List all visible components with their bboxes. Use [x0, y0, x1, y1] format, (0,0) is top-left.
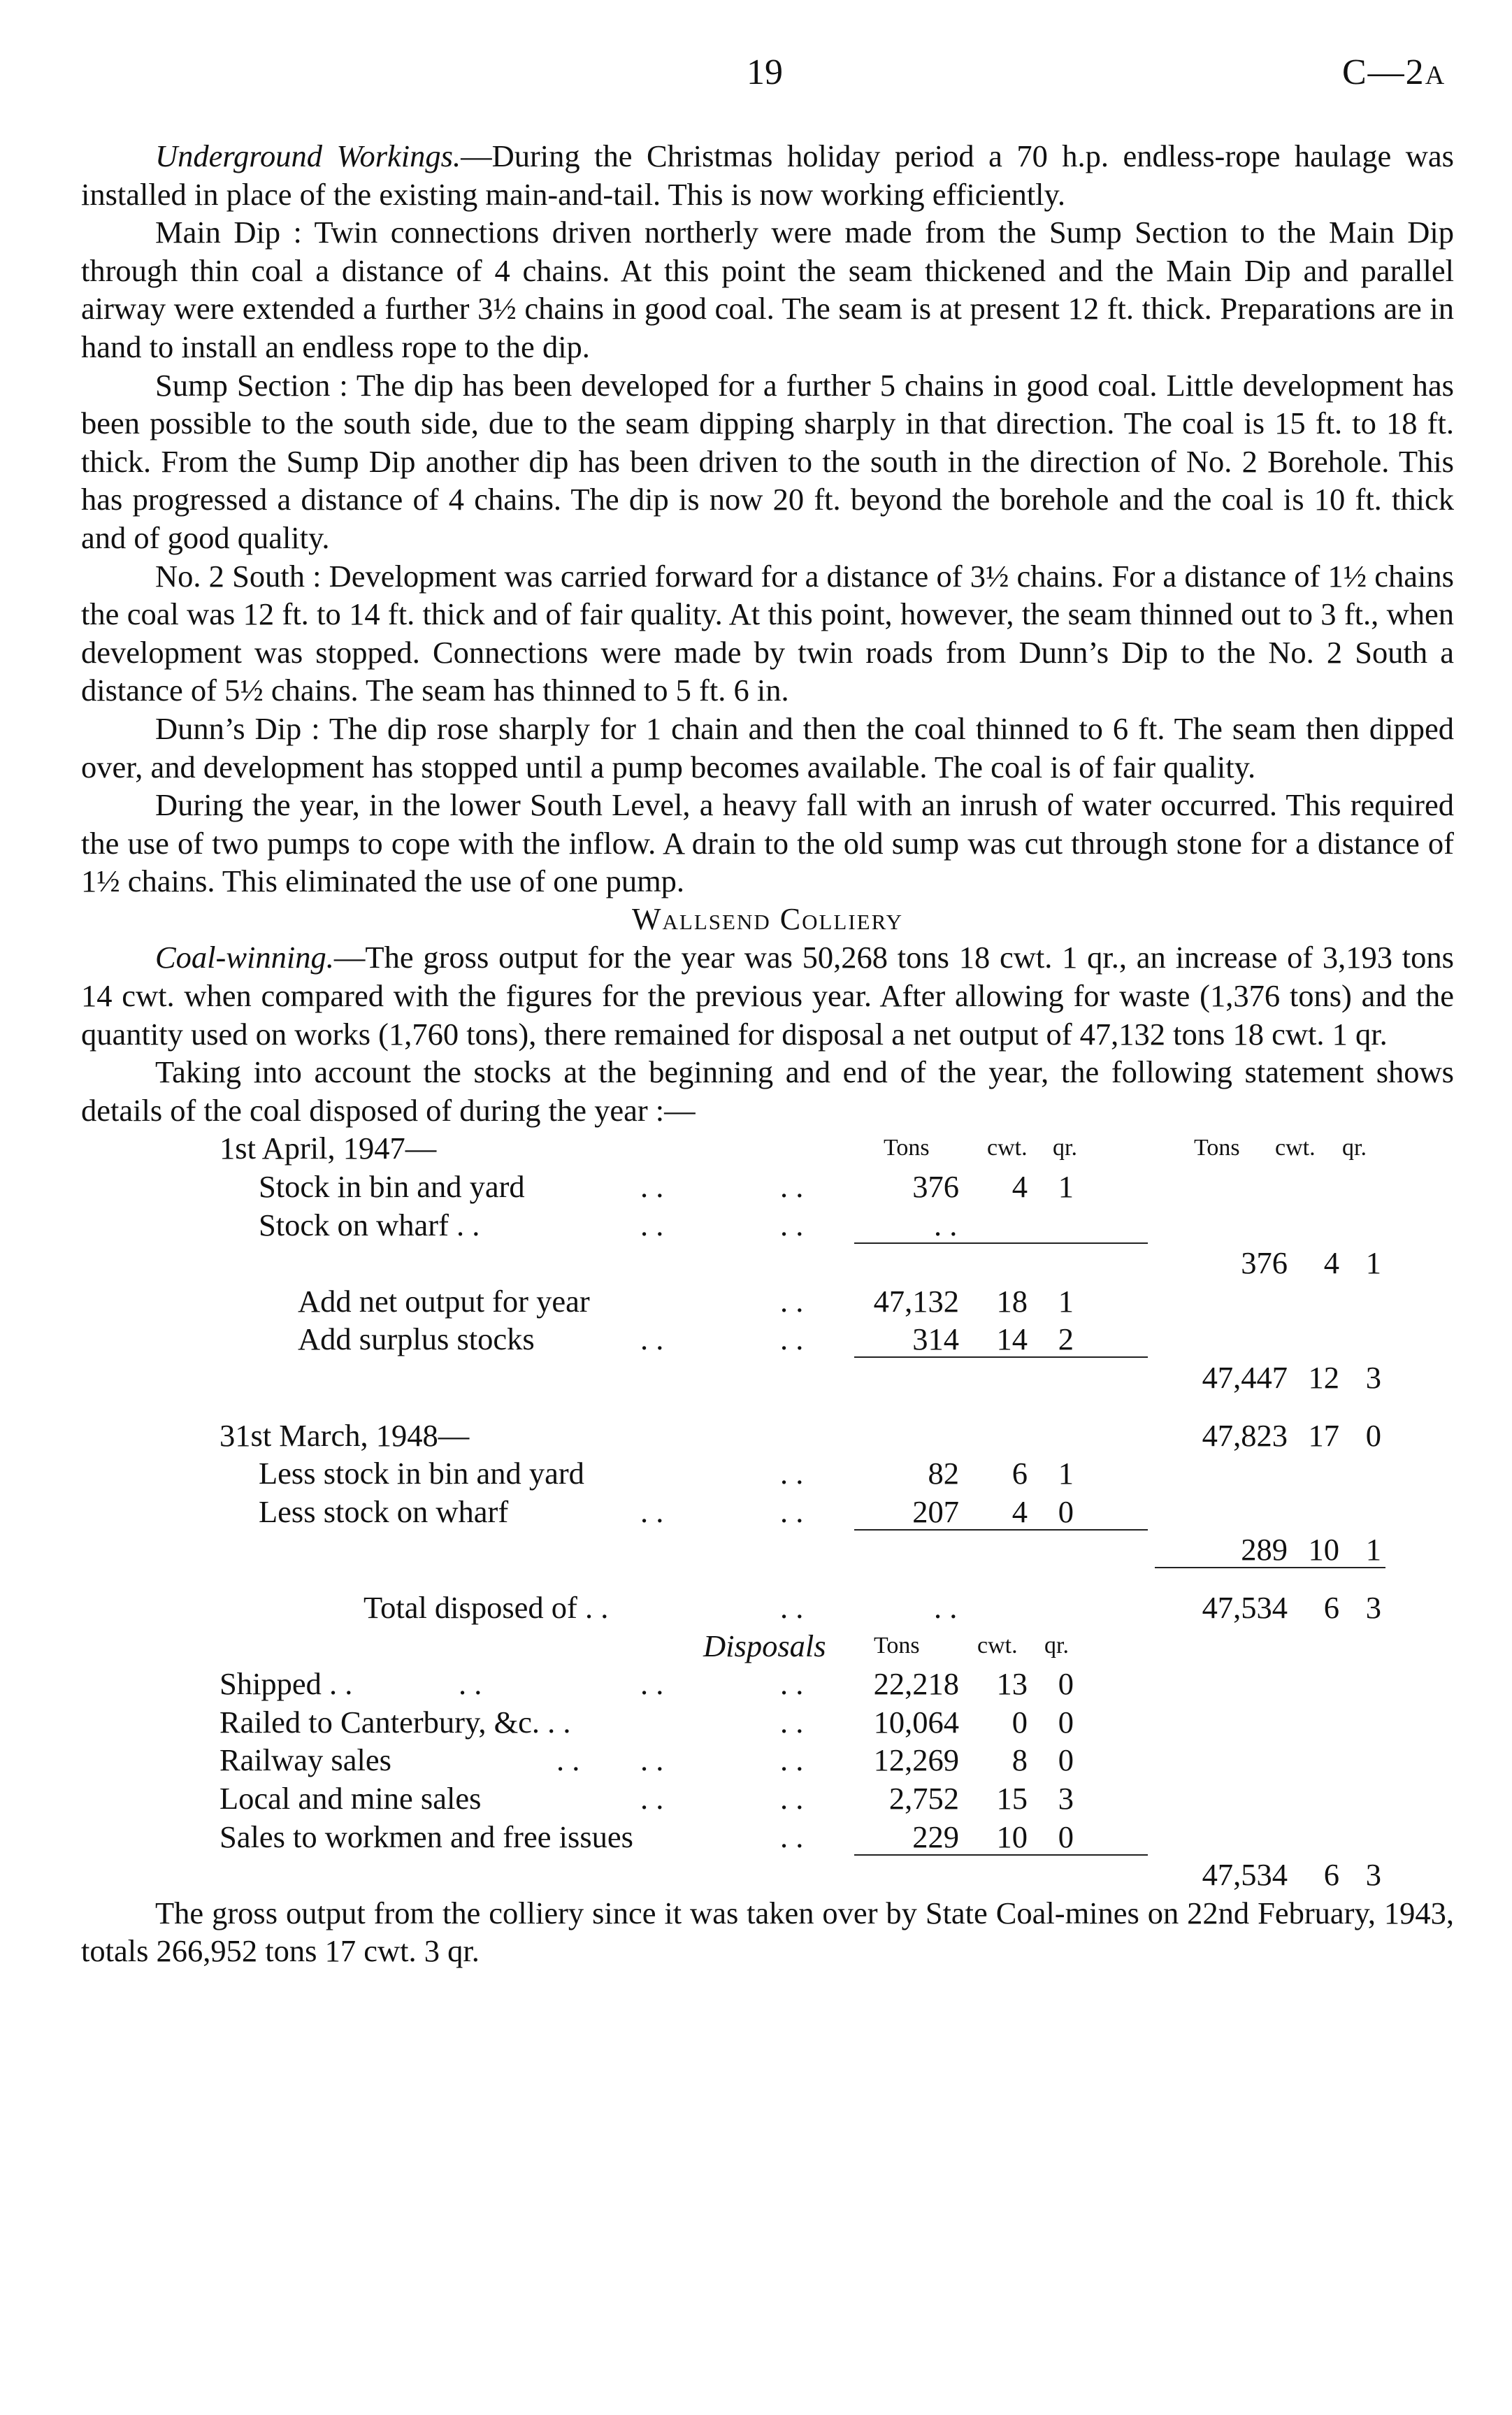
- disposal-label: Railed to Canterbury, &c. . .: [219, 1704, 571, 1740]
- less-bin-tons: 82: [928, 1456, 959, 1491]
- table-row-shipped: [81, 1665, 1454, 1703]
- subtotal-qr: 3: [1365, 1360, 1381, 1395]
- disposal-cwt: 10: [996, 1819, 1028, 1854]
- disposal-qr: 0: [1058, 1704, 1074, 1740]
- table-row-less-wharf: [81, 1493, 1454, 1531]
- add-surplus-cwt: 14: [996, 1321, 1028, 1357]
- dots: . .: [780, 1207, 804, 1242]
- disposal-qr: 3: [1058, 1780, 1074, 1816]
- subtotal-cwt: 12: [1308, 1360, 1339, 1395]
- less-wharf-label: Less stock on wharf: [259, 1493, 509, 1529]
- less-total-qr: 1: [1365, 1532, 1381, 1568]
- dots: . .: [780, 1321, 804, 1357]
- dots: . .: [780, 1283, 804, 1319]
- add-surplus-label: Add surplus stocks: [298, 1321, 535, 1357]
- stock-bin-cwt: 4: [1011, 1169, 1028, 1205]
- less-total-cwt: 10: [1308, 1532, 1339, 1568]
- disposals-col-cwt: cwt.: [977, 1632, 1018, 1658]
- stock-bin-tons: 376: [912, 1169, 959, 1205]
- dots: . .: [780, 1704, 804, 1740]
- col-header-qr: qr.: [1053, 1135, 1077, 1161]
- paragraph-no2-south: No. 2 South : Development was carried forward for a distance of 3½ chains. For a distance of 1½ chains the coal was 12 ft. to 14 ft. thick and of fair quality. At this point, however, the seam thinned out to 3 ft., when development was stopped. Connections were made by twin roads from Dunn’s Dip to the No. 2 South a distance of 5½ chains. The seam has thinned to 5 ft. 6 in.: [81, 558, 1454, 708]
- disposal-cwt: 0: [1011, 1704, 1028, 1740]
- paragraph-sump-section: Sump Section : The dip has been developed for a further 5 chains in good coal. Little development has been possible to the south side, due to the seam dipping sharply in that direction. The coal is 15 ft. to 18 ft. thick. From the Sump Dip another dip has been driven to the south in the direction of No. 2 Borehole. This has progressed a distance of 4 chains. The dip is now 20 ft. beyond the borehole and the coal is 10 ft. thick and of good quality.: [81, 367, 1454, 555]
- page-number: 19: [747, 52, 783, 92]
- total-disposed-tons: 47,534: [1202, 1589, 1288, 1625]
- disposals-total-qr: 3: [1365, 1857, 1381, 1893]
- disposal-label: Local and mine sales: [219, 1780, 482, 1816]
- col-header-cwt: cwt.: [987, 1135, 1028, 1161]
- disposal-tons: 10,064: [873, 1704, 959, 1740]
- less-bin-qr: 1: [1058, 1456, 1074, 1491]
- page-reference-prefix: C—2: [1342, 52, 1425, 92]
- dots: . .: [780, 1589, 804, 1625]
- add-surplus-tons: 314: [912, 1321, 959, 1357]
- underground-workings-title: Underground Workings.: [155, 138, 461, 173]
- coal-statement-table: [81, 1129, 1454, 1893]
- table-row-local-sales: [81, 1779, 1454, 1818]
- col-header-tons-2: Tons: [1194, 1135, 1240, 1161]
- disposal-label: Railway sales: [219, 1742, 391, 1778]
- dots: . .: [556, 1742, 580, 1778]
- less-total-tons: 289: [1241, 1532, 1288, 1568]
- table-row-stock-wharf: [81, 1206, 1454, 1245]
- dots: . .: [640, 1493, 664, 1529]
- table-row-opening: [81, 1129, 1454, 1168]
- stock-wharf-label: Stock on wharf . .: [259, 1207, 480, 1242]
- closing-label: 31st March, 1948—: [219, 1417, 470, 1453]
- dots: . .: [640, 1321, 664, 1357]
- dots: . .: [780, 1169, 804, 1205]
- table-row-opening-total: [81, 1244, 1454, 1282]
- disposal-tons: 2,752: [888, 1780, 959, 1816]
- dots: . .: [640, 1207, 664, 1242]
- dots: . .: [780, 1819, 804, 1854]
- underground-workings-text: —During the Christmas holiday period a 70 h.p. endless-rope haulage was installed in place of the existing main-and-tail. This is now working efficiently.: [81, 138, 1454, 212]
- table-spacer: [81, 1569, 1454, 1589]
- dots: . .: [640, 1666, 664, 1702]
- paragraph-coal-winning: [81, 938, 1454, 1053]
- dots: . .: [780, 1742, 804, 1778]
- stock-bin-qr: 1: [1058, 1169, 1074, 1205]
- less-bin-label: Less stock in bin and yard: [259, 1456, 584, 1491]
- table-row-subtotal: [81, 1359, 1454, 1397]
- disposals-col-qr: qr.: [1044, 1632, 1069, 1658]
- table-row-workmen-sales: [81, 1818, 1454, 1856]
- disposal-label: Shipped . .: [219, 1666, 353, 1702]
- disposals-total-cwt: 6: [1323, 1857, 1339, 1893]
- closing-total-qr: 0: [1365, 1417, 1381, 1453]
- paragraph-underground-workings: [81, 137, 1454, 213]
- stock-bin-label: Stock in bin and yard: [259, 1169, 525, 1205]
- less-wharf-cwt: 4: [1011, 1493, 1028, 1529]
- less-wharf-qr: 0: [1058, 1493, 1074, 1529]
- col-header-qr-2: qr.: [1342, 1135, 1367, 1161]
- paragraph-statement-intro: Taking into account the stocks at the beginning and end of the year, the following statement shows details of the coal disposed of during the year :—: [81, 1054, 1454, 1128]
- table-row-add-surplus: [81, 1320, 1454, 1359]
- paragraph-south-level: During the year, in the lower South Level, a heavy fall with an inrush of water occurred. This required the use of two pumps to cope with the inflow. A drain to the old sump was cut through stone for a distance of 1½ chains. This eliminated the use of one pump.: [81, 787, 1454, 899]
- table-row-railway-sales: [81, 1741, 1454, 1779]
- dots: . .: [640, 1742, 664, 1778]
- disposal-cwt: 8: [1011, 1742, 1028, 1778]
- closing-total-tons: 47,823: [1202, 1417, 1288, 1453]
- paragraph-main-dip: Main Dip : Twin connections driven northerly were made from the Sump Section to the Main Dip through thin coal a distance of 4 chains. At this point the seam thickened and the Main Dip and parallel airway were extended a further 3½ chains in good coal. The seam is at present 12 ft. thick. Preparations are in hand to install an endless rope to the dip.: [81, 215, 1454, 364]
- disposal-qr: 0: [1058, 1819, 1074, 1854]
- disposal-cwt: 15: [996, 1780, 1028, 1816]
- disposal-label: Sales to workmen and free issues: [219, 1819, 633, 1854]
- add-net-label: Add net output for year: [298, 1283, 590, 1319]
- add-net-cwt: 18: [996, 1283, 1028, 1319]
- disposal-tons: 229: [912, 1819, 959, 1854]
- table-spacer: [81, 1397, 1454, 1417]
- table-row-railed: [81, 1703, 1454, 1742]
- disposal-tons: 12,269: [873, 1742, 959, 1778]
- disposals-title: Disposals: [703, 1628, 826, 1663]
- subtotal-tons: 47,447: [1202, 1360, 1288, 1395]
- disposal-qr: 0: [1058, 1666, 1074, 1702]
- total-disposed-cwt: 6: [1323, 1589, 1339, 1625]
- dots: . .: [780, 1493, 804, 1529]
- opening-label: 1st April, 1947—: [219, 1131, 437, 1166]
- page-reference: [1342, 52, 1446, 92]
- table-row-add-net: [81, 1282, 1454, 1321]
- closing-total-cwt: 17: [1308, 1417, 1339, 1453]
- section-heading: Wallsend Colliery: [632, 901, 903, 936]
- page-reference-suffix: A: [1425, 61, 1446, 90]
- add-net-tons: 47,132: [873, 1283, 959, 1319]
- paragraph-dunns-dip: Dunn’s Dip : The dip rose sharply for 1 chain and then the coal thinned to 6 ft. The seam then dipped over, and development has stopped until a pump becomes available. The coal is of fair quality.: [81, 710, 1454, 784]
- opening-total-qr: 1: [1365, 1245, 1381, 1281]
- table-row-less-bin: [81, 1454, 1454, 1493]
- body-text: [81, 137, 1454, 1970]
- disposals-total-tons: 47,534: [1202, 1857, 1288, 1893]
- disposals-col-tons: Tons: [874, 1632, 920, 1658]
- less-wharf-tons: 207: [912, 1493, 959, 1529]
- coal-winning-title: Coal-winning.: [155, 940, 334, 975]
- add-surplus-qr: 2: [1058, 1321, 1074, 1357]
- dots: . .: [934, 1589, 958, 1625]
- table-row-closing: [81, 1417, 1454, 1455]
- opening-total-tons: 376: [1241, 1245, 1288, 1281]
- table-row-disposals-total: [81, 1856, 1454, 1894]
- less-bin-cwt: 6: [1011, 1456, 1028, 1491]
- total-disposed-label: Total disposed of . .: [363, 1589, 609, 1625]
- add-net-qr: 1: [1058, 1283, 1074, 1319]
- coal-winning-text: —The gross output for the year was 50,268 tons 18 cwt. 1 qr., an increase of 3,193 tons 14 cwt. when compared with the figures for the previous year. After allowing for waste (1,376 tons) and the quantity used on works (1,760 tons), there remained for disposal a net output of 47,132 tons 18 cwt. 1 qr.: [81, 940, 1454, 1052]
- dots: . .: [640, 1780, 664, 1816]
- table-row-disposals-header: [81, 1627, 1454, 1665]
- disposal-cwt: 13: [996, 1666, 1028, 1702]
- dots: . .: [780, 1780, 804, 1816]
- paragraph-closing: The gross output from the colliery since it was taken over by State Coal-mines on 22nd February, 1943, totals 266,952 tons 17 cwt. 3 qr.: [81, 1895, 1454, 1969]
- opening-total-cwt: 4: [1323, 1245, 1339, 1281]
- table-row-less-total: [81, 1531, 1454, 1569]
- col-header-cwt-2: cwt.: [1275, 1135, 1316, 1161]
- dots: . .: [780, 1666, 804, 1702]
- stock-wharf-value: . .: [934, 1207, 958, 1242]
- dots: . .: [780, 1456, 804, 1491]
- col-header-tons: Tons: [884, 1135, 930, 1161]
- disposal-tons: 22,218: [873, 1666, 959, 1702]
- total-disposed-qr: 3: [1365, 1589, 1381, 1625]
- table-row-total-disposed: [81, 1589, 1454, 1627]
- dots: . .: [459, 1666, 482, 1702]
- dots: . .: [640, 1169, 664, 1205]
- disposal-qr: 0: [1058, 1742, 1074, 1778]
- table-row-stock-bin: [81, 1168, 1454, 1206]
